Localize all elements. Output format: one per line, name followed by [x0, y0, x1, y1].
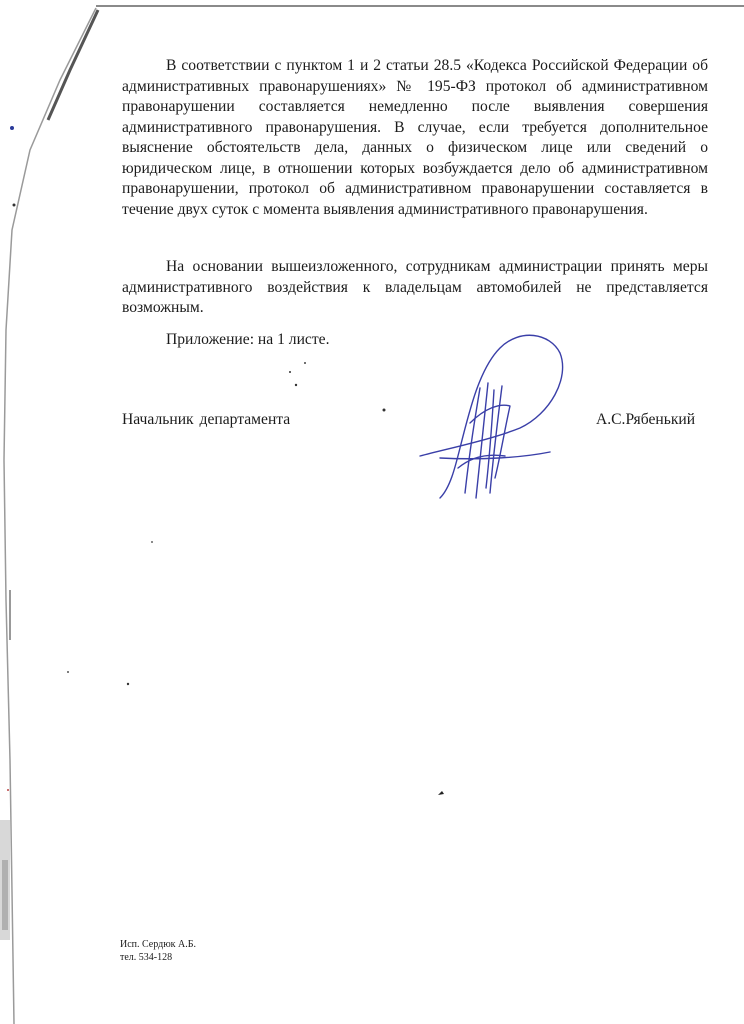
- handwritten-signature-icon: [410, 328, 570, 528]
- executor-name: Исп. Сердюк А.Б.: [120, 939, 196, 950]
- signer-position: Начальник департамента: [122, 411, 291, 428]
- executor-phone: тел. 534-128: [120, 952, 173, 963]
- paragraph-1-text: В соответствии с пунктом 1 и 2 статьи 28.5 «Кодекса Российской Федерации об административных правонарушениях» № 195-ФЗ протокол об административном правонарушении составляется немедленно после выявления совершения административного правонарушения. В случае, если требуется дополнительное выяснение обстоятельств дела, данных о физическом лице или сведений о юридическом лице, в отношении которых возбуждается дело об административном правонарушении, протокол об административном правонарушении составляется в течение двух суток с момента выявления административного правонарушения.: [122, 57, 708, 218]
- paragraph-1: [122, 56, 708, 220]
- paragraph-2-text: На основании вышеизложенного, сотрудникам администрации принять меры административного воздействия к владельцам автомобилей не представляется возможным.: [122, 258, 708, 316]
- paragraph-2: [122, 257, 708, 319]
- signer-name: А.С.Рябенький: [596, 411, 696, 428]
- appendix-note: Приложение: на 1 листе.: [166, 331, 330, 348]
- footer-executor-block: [120, 938, 196, 964]
